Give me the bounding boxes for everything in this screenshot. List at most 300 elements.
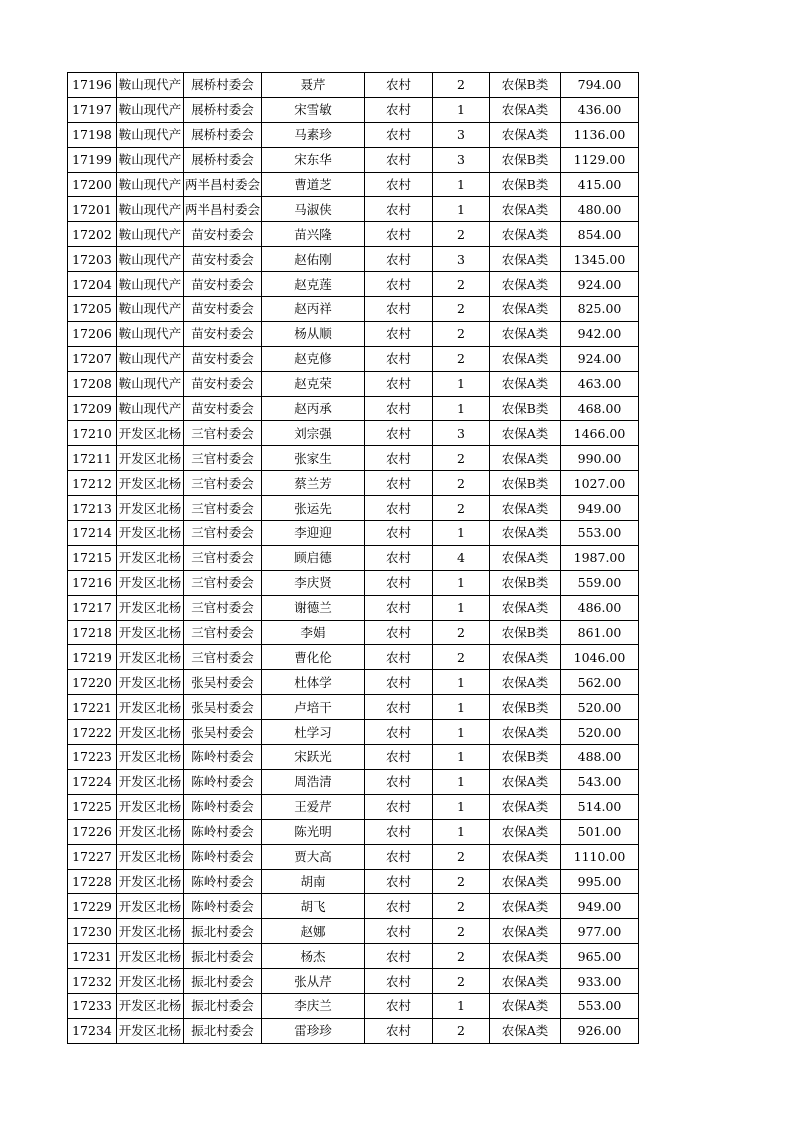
amount-cell: 1027.00 bbox=[561, 471, 639, 496]
row-id-cell: 17228 bbox=[68, 869, 117, 894]
village-cell: 三官村委会 bbox=[184, 645, 262, 670]
insurance-class-cell: 农保A类 bbox=[490, 794, 561, 819]
village-cell: 陈岭村委会 bbox=[184, 894, 262, 919]
village-cell: 振北村委会 bbox=[184, 1018, 262, 1043]
name-cell: 顾启德 bbox=[262, 545, 365, 570]
amount-cell: 463.00 bbox=[561, 371, 639, 396]
amount-cell: 436.00 bbox=[561, 97, 639, 122]
amount-cell: 942.00 bbox=[561, 321, 639, 346]
name-cell: 谢德兰 bbox=[262, 595, 365, 620]
name-cell: 蔡兰芳 bbox=[262, 471, 365, 496]
household-type-cell: 农村 bbox=[365, 894, 433, 919]
row-id-cell: 17226 bbox=[68, 819, 117, 844]
household-type-cell: 农村 bbox=[365, 570, 433, 595]
household-type-cell: 农村 bbox=[365, 321, 433, 346]
name-cell: 胡飞 bbox=[262, 894, 365, 919]
name-cell: 赵丙祥 bbox=[262, 297, 365, 322]
village-cell: 陈岭村委会 bbox=[184, 769, 262, 794]
household-type-cell: 农村 bbox=[365, 919, 433, 944]
village-cell: 苗安村委会 bbox=[184, 222, 262, 247]
name-cell: 赵娜 bbox=[262, 919, 365, 944]
insurance-class-cell: 农保A类 bbox=[490, 346, 561, 371]
person-count-cell: 2 bbox=[433, 346, 490, 371]
household-type-cell: 农村 bbox=[365, 521, 433, 546]
data-table bbox=[67, 72, 639, 1044]
row-id-cell: 17196 bbox=[68, 73, 117, 98]
insurance-class-cell: 农保A类 bbox=[490, 645, 561, 670]
amount-cell: 977.00 bbox=[561, 919, 639, 944]
name-cell: 杨杰 bbox=[262, 944, 365, 969]
person-count-cell: 2 bbox=[433, 321, 490, 346]
household-type-cell: 农村 bbox=[365, 1018, 433, 1043]
insurance-class-cell: 农保A类 bbox=[490, 919, 561, 944]
person-count-cell: 1 bbox=[433, 695, 490, 720]
household-type-cell: 农村 bbox=[365, 620, 433, 645]
village-cell: 苗安村委会 bbox=[184, 321, 262, 346]
town-cell: 开发区北杨 bbox=[117, 645, 184, 670]
name-cell: 曹化伦 bbox=[262, 645, 365, 670]
village-cell: 两半昌村委会 bbox=[184, 172, 262, 197]
household-type-cell: 农村 bbox=[365, 297, 433, 322]
amount-cell: 949.00 bbox=[561, 496, 639, 521]
insurance-class-cell: 农保A类 bbox=[490, 247, 561, 272]
amount-cell: 559.00 bbox=[561, 570, 639, 595]
insurance-class-cell: 农保A类 bbox=[490, 819, 561, 844]
person-count-cell: 3 bbox=[433, 122, 490, 147]
name-cell: 张从芹 bbox=[262, 969, 365, 994]
household-type-cell: 农村 bbox=[365, 371, 433, 396]
table-row bbox=[68, 496, 639, 521]
household-type-cell: 农村 bbox=[365, 73, 433, 98]
name-cell: 赵克莲 bbox=[262, 272, 365, 297]
household-type-cell: 农村 bbox=[365, 147, 433, 172]
table-row bbox=[68, 545, 639, 570]
household-type-cell: 农村 bbox=[365, 545, 433, 570]
table-row bbox=[68, 122, 639, 147]
town-cell: 开发区北杨 bbox=[117, 769, 184, 794]
row-id-cell: 17199 bbox=[68, 147, 117, 172]
village-cell: 三官村委会 bbox=[184, 446, 262, 471]
name-cell: 苗兴隆 bbox=[262, 222, 365, 247]
village-cell: 三官村委会 bbox=[184, 471, 262, 496]
amount-cell: 949.00 bbox=[561, 894, 639, 919]
amount-cell: 415.00 bbox=[561, 172, 639, 197]
village-cell: 陈岭村委会 bbox=[184, 844, 262, 869]
village-cell: 展桥村委会 bbox=[184, 73, 262, 98]
name-cell: 李迎迎 bbox=[262, 521, 365, 546]
insurance-class-cell: 农保A类 bbox=[490, 844, 561, 869]
person-count-cell: 3 bbox=[433, 247, 490, 272]
household-type-cell: 农村 bbox=[365, 769, 433, 794]
row-id-cell: 17219 bbox=[68, 645, 117, 670]
person-count-cell: 1 bbox=[433, 396, 490, 421]
row-id-cell: 17212 bbox=[68, 471, 117, 496]
amount-cell: 468.00 bbox=[561, 396, 639, 421]
amount-cell: 1345.00 bbox=[561, 247, 639, 272]
person-count-cell: 2 bbox=[433, 869, 490, 894]
row-id-cell: 17207 bbox=[68, 346, 117, 371]
amount-cell: 933.00 bbox=[561, 969, 639, 994]
table-row bbox=[68, 944, 639, 969]
village-cell: 张吴村委会 bbox=[184, 670, 262, 695]
town-cell: 开发区北杨 bbox=[117, 446, 184, 471]
village-cell: 苗安村委会 bbox=[184, 247, 262, 272]
amount-cell: 924.00 bbox=[561, 346, 639, 371]
insurance-class-cell: 农保A类 bbox=[490, 894, 561, 919]
row-id-cell: 17225 bbox=[68, 794, 117, 819]
amount-cell: 480.00 bbox=[561, 197, 639, 222]
insurance-class-cell: 农保A类 bbox=[490, 595, 561, 620]
amount-cell: 995.00 bbox=[561, 869, 639, 894]
person-count-cell: 2 bbox=[433, 471, 490, 496]
household-type-cell: 农村 bbox=[365, 122, 433, 147]
name-cell: 李庆贤 bbox=[262, 570, 365, 595]
village-cell: 三官村委会 bbox=[184, 421, 262, 446]
amount-cell: 965.00 bbox=[561, 944, 639, 969]
row-id-cell: 17206 bbox=[68, 321, 117, 346]
insurance-class-cell: 农保A类 bbox=[490, 993, 561, 1018]
table-row bbox=[68, 794, 639, 819]
insurance-class-cell: 农保A类 bbox=[490, 272, 561, 297]
village-cell: 苗安村委会 bbox=[184, 371, 262, 396]
town-cell: 开发区北杨 bbox=[117, 869, 184, 894]
table-row bbox=[68, 993, 639, 1018]
name-cell: 刘宗强 bbox=[262, 421, 365, 446]
table-row bbox=[68, 1018, 639, 1043]
town-cell: 开发区北杨 bbox=[117, 570, 184, 595]
insurance-class-cell: 农保B类 bbox=[490, 147, 561, 172]
household-type-cell: 农村 bbox=[365, 421, 433, 446]
household-type-cell: 农村 bbox=[365, 695, 433, 720]
row-id-cell: 17223 bbox=[68, 745, 117, 770]
name-cell: 宋跃光 bbox=[262, 745, 365, 770]
table-row bbox=[68, 172, 639, 197]
row-id-cell: 17220 bbox=[68, 670, 117, 695]
name-cell: 陈光明 bbox=[262, 819, 365, 844]
row-id-cell: 17211 bbox=[68, 446, 117, 471]
household-type-cell: 农村 bbox=[365, 969, 433, 994]
insurance-class-cell: 农保A类 bbox=[490, 769, 561, 794]
name-cell: 杨从顺 bbox=[262, 321, 365, 346]
town-cell: 开发区北杨 bbox=[117, 745, 184, 770]
person-count-cell: 2 bbox=[433, 894, 490, 919]
person-count-cell: 1 bbox=[433, 197, 490, 222]
household-type-cell: 农村 bbox=[365, 844, 433, 869]
name-cell: 卢培干 bbox=[262, 695, 365, 720]
household-type-cell: 农村 bbox=[365, 222, 433, 247]
person-count-cell: 1 bbox=[433, 172, 490, 197]
insurance-class-cell: 农保A类 bbox=[490, 521, 561, 546]
name-cell: 雷珍珍 bbox=[262, 1018, 365, 1043]
insurance-class-cell: 农保A类 bbox=[490, 421, 561, 446]
table-row bbox=[68, 969, 639, 994]
table-row bbox=[68, 570, 639, 595]
name-cell: 李娟 bbox=[262, 620, 365, 645]
town-cell: 开发区北杨 bbox=[117, 944, 184, 969]
amount-cell: 514.00 bbox=[561, 794, 639, 819]
household-type-cell: 农村 bbox=[365, 819, 433, 844]
household-type-cell: 农村 bbox=[365, 794, 433, 819]
insurance-class-cell: 农保A类 bbox=[490, 944, 561, 969]
insurance-class-cell: 农保A类 bbox=[490, 969, 561, 994]
name-cell: 李庆兰 bbox=[262, 993, 365, 1018]
name-cell: 赵克修 bbox=[262, 346, 365, 371]
household-type-cell: 农村 bbox=[365, 97, 433, 122]
town-cell: 鞍山现代产 bbox=[117, 147, 184, 172]
person-count-cell: 1 bbox=[433, 97, 490, 122]
amount-cell: 486.00 bbox=[561, 595, 639, 620]
village-cell: 张吴村委会 bbox=[184, 695, 262, 720]
row-id-cell: 17230 bbox=[68, 919, 117, 944]
row-id-cell: 17197 bbox=[68, 97, 117, 122]
insurance-class-cell: 农保A类 bbox=[490, 321, 561, 346]
table-row bbox=[68, 919, 639, 944]
town-cell: 开发区北杨 bbox=[117, 844, 184, 869]
village-cell: 陈岭村委会 bbox=[184, 869, 262, 894]
person-count-cell: 2 bbox=[433, 944, 490, 969]
name-cell: 马淑侠 bbox=[262, 197, 365, 222]
insurance-class-cell: 农保A类 bbox=[490, 97, 561, 122]
name-cell: 赵丙承 bbox=[262, 396, 365, 421]
person-count-cell: 1 bbox=[433, 745, 490, 770]
row-id-cell: 17234 bbox=[68, 1018, 117, 1043]
amount-cell: 553.00 bbox=[561, 993, 639, 1018]
household-type-cell: 农村 bbox=[365, 471, 433, 496]
name-cell: 宋雪敏 bbox=[262, 97, 365, 122]
table-row bbox=[68, 595, 639, 620]
amount-cell: 501.00 bbox=[561, 819, 639, 844]
village-cell: 苗安村委会 bbox=[184, 272, 262, 297]
row-id-cell: 17224 bbox=[68, 769, 117, 794]
person-count-cell: 1 bbox=[433, 570, 490, 595]
person-count-cell: 1 bbox=[433, 819, 490, 844]
person-count-cell: 3 bbox=[433, 147, 490, 172]
village-cell: 三官村委会 bbox=[184, 620, 262, 645]
row-id-cell: 17233 bbox=[68, 993, 117, 1018]
insurance-class-cell: 农保A类 bbox=[490, 670, 561, 695]
village-cell: 三官村委会 bbox=[184, 521, 262, 546]
row-id-cell: 17231 bbox=[68, 944, 117, 969]
insurance-class-cell: 农保A类 bbox=[490, 1018, 561, 1043]
person-count-cell: 2 bbox=[433, 297, 490, 322]
table-row bbox=[68, 147, 639, 172]
table-row bbox=[68, 396, 639, 421]
name-cell: 王爱芹 bbox=[262, 794, 365, 819]
insurance-class-cell: 农保B类 bbox=[490, 745, 561, 770]
person-count-cell: 1 bbox=[433, 521, 490, 546]
row-id-cell: 17208 bbox=[68, 371, 117, 396]
table-row bbox=[68, 197, 639, 222]
table-row bbox=[68, 471, 639, 496]
person-count-cell: 3 bbox=[433, 421, 490, 446]
amount-cell: 562.00 bbox=[561, 670, 639, 695]
amount-cell: 854.00 bbox=[561, 222, 639, 247]
household-type-cell: 农村 bbox=[365, 720, 433, 745]
amount-cell: 543.00 bbox=[561, 769, 639, 794]
village-cell: 三官村委会 bbox=[184, 496, 262, 521]
village-cell: 展桥村委会 bbox=[184, 147, 262, 172]
town-cell: 开发区北杨 bbox=[117, 819, 184, 844]
person-count-cell: 1 bbox=[433, 371, 490, 396]
insurance-class-cell: 农保A类 bbox=[490, 496, 561, 521]
table-row bbox=[68, 421, 639, 446]
amount-cell: 1129.00 bbox=[561, 147, 639, 172]
row-id-cell: 17201 bbox=[68, 197, 117, 222]
insurance-class-cell: 农保B类 bbox=[490, 73, 561, 98]
table-row bbox=[68, 869, 639, 894]
household-type-cell: 农村 bbox=[365, 172, 433, 197]
town-cell: 鞍山现代产 bbox=[117, 346, 184, 371]
table-row bbox=[68, 844, 639, 869]
row-id-cell: 17202 bbox=[68, 222, 117, 247]
table-row bbox=[68, 272, 639, 297]
table-row bbox=[68, 769, 639, 794]
household-type-cell: 农村 bbox=[365, 595, 433, 620]
village-cell: 三官村委会 bbox=[184, 545, 262, 570]
village-cell: 苗安村委会 bbox=[184, 297, 262, 322]
village-cell: 振北村委会 bbox=[184, 944, 262, 969]
amount-cell: 1987.00 bbox=[561, 545, 639, 570]
town-cell: 开发区北杨 bbox=[117, 969, 184, 994]
town-cell: 鞍山现代产 bbox=[117, 272, 184, 297]
town-cell: 开发区北杨 bbox=[117, 993, 184, 1018]
insurance-class-cell: 农保A类 bbox=[490, 222, 561, 247]
name-cell: 马素珍 bbox=[262, 122, 365, 147]
table-body bbox=[68, 73, 639, 1044]
row-id-cell: 17210 bbox=[68, 421, 117, 446]
village-cell: 陈岭村委会 bbox=[184, 819, 262, 844]
row-id-cell: 17229 bbox=[68, 894, 117, 919]
row-id-cell: 17218 bbox=[68, 620, 117, 645]
row-id-cell: 17209 bbox=[68, 396, 117, 421]
household-type-cell: 农村 bbox=[365, 944, 433, 969]
village-cell: 三官村委会 bbox=[184, 570, 262, 595]
village-cell: 苗安村委会 bbox=[184, 346, 262, 371]
amount-cell: 924.00 bbox=[561, 272, 639, 297]
village-cell: 展桥村委会 bbox=[184, 97, 262, 122]
town-cell: 鞍山现代产 bbox=[117, 172, 184, 197]
name-cell: 张家生 bbox=[262, 446, 365, 471]
town-cell: 开发区北杨 bbox=[117, 595, 184, 620]
insurance-class-cell: 农保B类 bbox=[490, 172, 561, 197]
table-row bbox=[68, 73, 639, 98]
person-count-cell: 2 bbox=[433, 1018, 490, 1043]
village-cell: 振北村委会 bbox=[184, 919, 262, 944]
name-cell: 宋东华 bbox=[262, 147, 365, 172]
table-row bbox=[68, 321, 639, 346]
row-id-cell: 17205 bbox=[68, 297, 117, 322]
amount-cell: 1110.00 bbox=[561, 844, 639, 869]
household-type-cell: 农村 bbox=[365, 396, 433, 421]
town-cell: 开发区北杨 bbox=[117, 471, 184, 496]
town-cell: 鞍山现代产 bbox=[117, 371, 184, 396]
name-cell: 杜学习 bbox=[262, 720, 365, 745]
person-count-cell: 1 bbox=[433, 670, 490, 695]
name-cell: 张运先 bbox=[262, 496, 365, 521]
row-id-cell: 17203 bbox=[68, 247, 117, 272]
table-row bbox=[68, 297, 639, 322]
insurance-class-cell: 农保B类 bbox=[490, 620, 561, 645]
insurance-class-cell: 农保A类 bbox=[490, 545, 561, 570]
table-row bbox=[68, 371, 639, 396]
amount-cell: 1466.00 bbox=[561, 421, 639, 446]
town-cell: 鞍山现代产 bbox=[117, 247, 184, 272]
insurance-class-cell: 农保A类 bbox=[490, 371, 561, 396]
town-cell: 开发区北杨 bbox=[117, 670, 184, 695]
person-count-cell: 2 bbox=[433, 645, 490, 670]
village-cell: 两半昌村委会 bbox=[184, 197, 262, 222]
table-row bbox=[68, 521, 639, 546]
household-type-cell: 农村 bbox=[365, 197, 433, 222]
insurance-class-cell: 农保B类 bbox=[490, 695, 561, 720]
row-id-cell: 17227 bbox=[68, 844, 117, 869]
row-id-cell: 17200 bbox=[68, 172, 117, 197]
person-count-cell: 2 bbox=[433, 620, 490, 645]
household-type-cell: 农村 bbox=[365, 272, 433, 297]
person-count-cell: 2 bbox=[433, 272, 490, 297]
insurance-class-cell: 农保A类 bbox=[490, 297, 561, 322]
person-count-cell: 2 bbox=[433, 73, 490, 98]
table-row bbox=[68, 720, 639, 745]
person-count-cell: 2 bbox=[433, 446, 490, 471]
row-id-cell: 17217 bbox=[68, 595, 117, 620]
town-cell: 开发区北杨 bbox=[117, 794, 184, 819]
amount-cell: 794.00 bbox=[561, 73, 639, 98]
village-cell: 三官村委会 bbox=[184, 595, 262, 620]
town-cell: 鞍山现代产 bbox=[117, 396, 184, 421]
village-cell: 展桥村委会 bbox=[184, 122, 262, 147]
name-cell: 赵佑刚 bbox=[262, 247, 365, 272]
town-cell: 鞍山现代产 bbox=[117, 222, 184, 247]
name-cell: 赵克荣 bbox=[262, 371, 365, 396]
row-id-cell: 17213 bbox=[68, 496, 117, 521]
person-count-cell: 2 bbox=[433, 496, 490, 521]
person-count-cell: 1 bbox=[433, 595, 490, 620]
household-type-cell: 农村 bbox=[365, 496, 433, 521]
row-id-cell: 17232 bbox=[68, 969, 117, 994]
row-id-cell: 17221 bbox=[68, 695, 117, 720]
table-row bbox=[68, 695, 639, 720]
name-cell: 胡南 bbox=[262, 869, 365, 894]
row-id-cell: 17216 bbox=[68, 570, 117, 595]
village-cell: 苗安村委会 bbox=[184, 396, 262, 421]
village-cell: 张吴村委会 bbox=[184, 720, 262, 745]
person-count-cell: 4 bbox=[433, 545, 490, 570]
table-row bbox=[68, 446, 639, 471]
village-cell: 陈岭村委会 bbox=[184, 794, 262, 819]
insurance-class-cell: 农保B类 bbox=[490, 570, 561, 595]
amount-cell: 488.00 bbox=[561, 745, 639, 770]
table-row bbox=[68, 894, 639, 919]
person-count-cell: 1 bbox=[433, 794, 490, 819]
amount-cell: 520.00 bbox=[561, 720, 639, 745]
name-cell: 聂芹 bbox=[262, 73, 365, 98]
amount-cell: 926.00 bbox=[561, 1018, 639, 1043]
person-count-cell: 1 bbox=[433, 720, 490, 745]
household-type-cell: 农村 bbox=[365, 670, 433, 695]
town-cell: 开发区北杨 bbox=[117, 421, 184, 446]
table-row bbox=[68, 670, 639, 695]
insurance-class-cell: 农保A类 bbox=[490, 720, 561, 745]
household-type-cell: 农村 bbox=[365, 869, 433, 894]
town-cell: 鞍山现代产 bbox=[117, 122, 184, 147]
town-cell: 鞍山现代产 bbox=[117, 297, 184, 322]
row-id-cell: 17198 bbox=[68, 122, 117, 147]
person-count-cell: 1 bbox=[433, 993, 490, 1018]
person-count-cell: 2 bbox=[433, 969, 490, 994]
household-type-cell: 农村 bbox=[365, 247, 433, 272]
row-id-cell: 17214 bbox=[68, 521, 117, 546]
